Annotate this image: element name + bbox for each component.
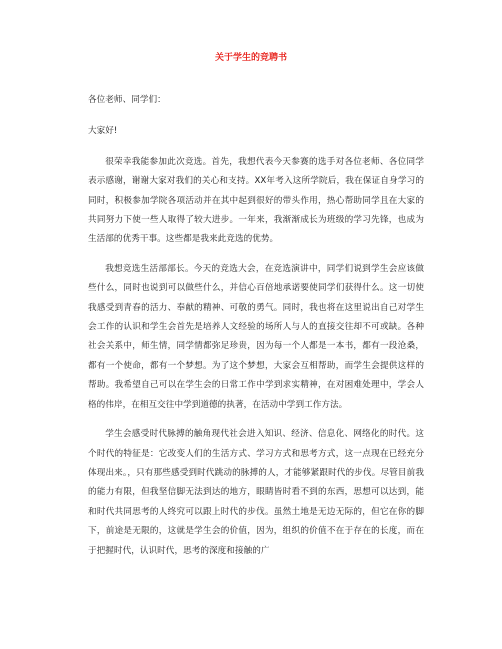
- paragraph-intro: 很荣幸我能参加此次竞选。首先，我想代表今天参赛的选手对各位老师、各位同学表示感谢，谢谢大家对我们的关心和支持。XX年考入这所学院后，我在保证自身学习的同时，积极参加学院各项活动并在其中起到很好的带头作用，热心帮助同学且在大家的共同努力下使一些人取得了较大进步。一年来，我渐渐成长为班级的学习先锋，也成为生活部的优秀干事。这些都是我来此竞选的优势。: [88, 156, 424, 245]
- document-title: 关于学生的竞聘书: [214, 53, 287, 63]
- salutation: 各位老师、同学们：: [88, 95, 166, 105]
- paragraph-goal: 我想竞选生活部部长。今天的竞选大会，在竞选演讲中，同学们说到学生会应该做些什么，同时也说到可以做些什么，并信心百倍地承诺要使同学们获得什么。这一切使我感受到青春的活力、奉献的精神、可敬的勇气。同时，我也将在这里说出自己对学生会工作的认识和学生会首先是培养人文经验的场所人与人的直接交往却不可或缺。各种社会关系中，师生情，同学情都弥足珍贵，因为每一个人都是一本书，都有一段沧桑，都有一个使命，都有一个梦想。为了这个梦想，大家会互相帮助，而学生会提供这样的帮助。我希望自己可以在学生会的日常工作中学到求实精神，在对困难处理中，学会人格的伟岸，在相互交往中学到道德的执著，在活动中学到工作方法。: [88, 263, 424, 410]
- document-body: [88, 91, 424, 571]
- paragraph-era: 学生会感受时代脉搏的触角现代社会进入知识、经济、信息化、网络化的时代。这个时代的特征是：它改变人们的生活方式、学习方式和思考方式，这一点现在已经充分体现出来。，只有那些感受到时代跳动的脉搏的人，才能够紧跟时代的步伐。尽管目前我的能力有限，但我坚信脚无法到达的地方，眼睛皆时看不到的东西，思想可以达到，能和时代共同思考的人终究可以跟上时代的步伐。虽然土地是无边无际的，但它在你的脚下，前途是无限的，这就是学生会的价值，因为，组织的价值不在于存在的长度，而在于把握时代，认识时代，思考的深度和接触的广: [88, 429, 424, 556]
- greeting: 大家好!: [88, 126, 118, 137]
